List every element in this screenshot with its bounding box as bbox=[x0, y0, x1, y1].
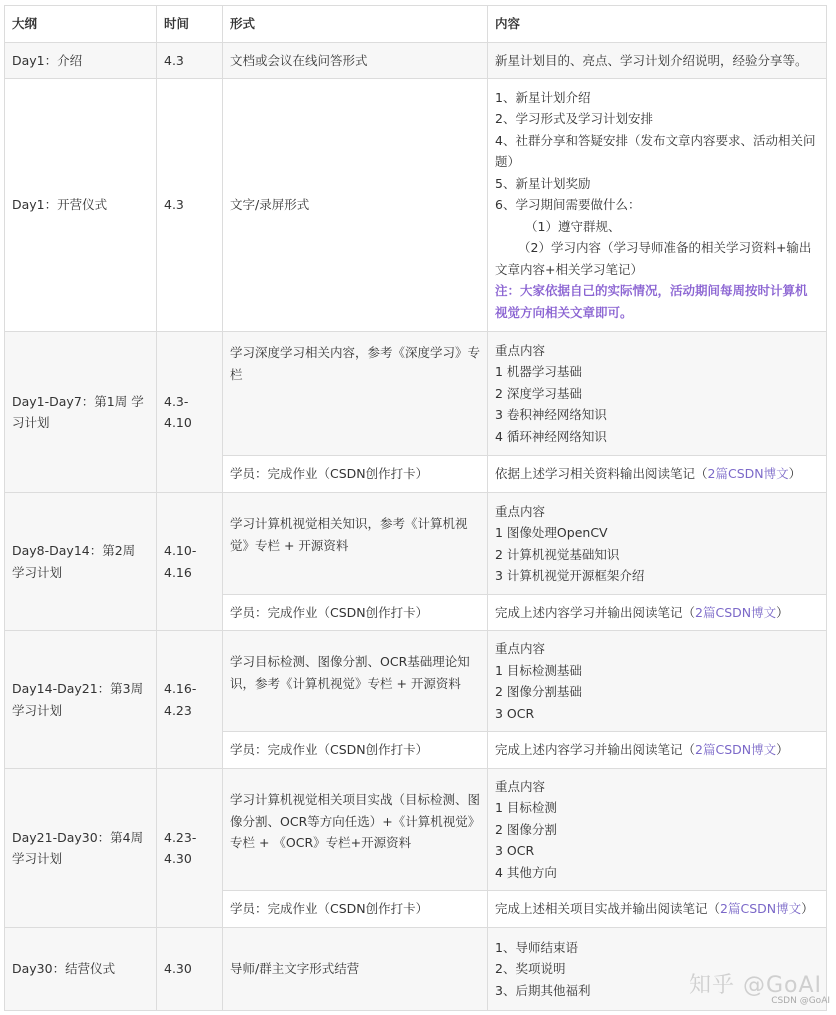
task-text-end: ） bbox=[788, 466, 802, 482]
list-item: 重点内容 bbox=[495, 342, 546, 358]
outline-cell: Day1-Day7：第1周 学习计划 bbox=[5, 332, 157, 493]
time-cell: 4.3-4.10 bbox=[157, 332, 223, 493]
form-cell: 学习目标检测、图像分割、OCR基础理论知识，参考《计算机视觉》专栏 + 开源资料 bbox=[223, 631, 488, 732]
table-row bbox=[5, 493, 827, 595]
list-item: 3 计算机视觉开源框架介绍 bbox=[495, 568, 645, 583]
list-item: 1、新星计划介绍 bbox=[495, 89, 591, 105]
list-item: 重点内容 bbox=[495, 641, 546, 656]
outline-cell: Day21-Day30：第4周 学习计划 bbox=[5, 769, 157, 928]
task-content-cell bbox=[488, 456, 827, 493]
task-cell: 学员：完成作业（CSDN创作打卡） bbox=[223, 732, 488, 769]
task-cell: 学员：完成作业（CSDN创作打卡） bbox=[223, 595, 488, 631]
csdn-link[interactable]: 2篇CSDN博文 bbox=[695, 604, 777, 620]
task-text: 完成上述内容学习并输出阅读笔记（ bbox=[495, 742, 696, 758]
list-item: 3、后期其他福利 bbox=[495, 982, 591, 998]
form-cell: 文档或会议在线问答形式 bbox=[223, 43, 488, 79]
content-cell: 新星计划目的、亮点、学习计划介绍说明，经验分享等。 bbox=[488, 43, 827, 79]
time-cell: 4.10-4.16 bbox=[157, 493, 223, 631]
list-item: 3 OCR bbox=[495, 843, 535, 859]
list-item: 3 OCR bbox=[495, 705, 535, 721]
task-text: 完成上述相关项目实战并输出阅读笔记（ bbox=[495, 901, 721, 917]
outline-cell: Day14-Day21：第3周 学习计划 bbox=[5, 631, 157, 769]
form-cell: 学习深度学习相关内容，参考《深度学习》专栏 bbox=[223, 332, 488, 456]
table-row bbox=[5, 769, 827, 891]
list-item: 1 图像处理OpenCV bbox=[495, 525, 608, 540]
task-content-cell bbox=[488, 595, 827, 631]
list-item: （2）学习内容（学习导师准备的相关学习资料+输出文章内容+相关学习笔记） bbox=[495, 240, 812, 277]
list-item: 1 目标检测基础 bbox=[495, 662, 582, 678]
table-row bbox=[5, 332, 827, 456]
outline-cell: Day30：结营仪式 bbox=[5, 928, 157, 1011]
task-content-cell bbox=[488, 891, 827, 928]
list-item: 6、学习期间需要做什么： bbox=[495, 197, 641, 213]
list-item: 4 其他方向 bbox=[495, 864, 557, 880]
task-content-cell bbox=[488, 732, 827, 769]
table-row bbox=[5, 631, 827, 732]
list-item: 2、学习形式及学习计划安排 bbox=[495, 111, 653, 127]
list-item: 1 机器学习基础 bbox=[495, 364, 582, 380]
task-text-end: ） bbox=[801, 901, 814, 917]
watermark-small: CSDN @GoAI bbox=[771, 996, 830, 1006]
table-header bbox=[5, 6, 827, 43]
content-cell bbox=[488, 79, 827, 332]
content-cell bbox=[488, 493, 827, 595]
time-cell: 4.16-4.23 bbox=[157, 631, 223, 769]
task-cell: 学员：完成作业（CSDN创作打卡） bbox=[223, 891, 488, 928]
time-cell: 4.3 bbox=[157, 79, 223, 332]
form-cell: 学习计算机视觉相关项目实战（目标检测、图像分割、OCR等方向任选）+《计算机视觉》专栏 + 《OCR》专栏+开源资料 bbox=[223, 769, 488, 891]
list-item: 2 图像分割基础 bbox=[495, 684, 582, 699]
form-cell: 导师/群主文字形式结营 bbox=[223, 928, 488, 1011]
csdn-link[interactable]: 2篇CSDN博文 bbox=[695, 742, 777, 758]
list-item: 4、社群分享和答疑安排（发布文章内容要求、活动相关问题） bbox=[495, 132, 816, 170]
header-time: 时间 bbox=[157, 6, 223, 43]
list-item: 4 循环神经网络知识 bbox=[495, 428, 607, 444]
task-text-end: ） bbox=[776, 742, 789, 758]
list-item: 重点内容 bbox=[495, 503, 546, 519]
list-item: 3 卷积神经网络知识 bbox=[495, 407, 607, 423]
task-text: 完成上述内容学习并输出阅读笔记（ bbox=[495, 604, 696, 620]
list-item: 5、新星计划奖励 bbox=[495, 175, 591, 191]
form-cell: 文字/录屏形式 bbox=[223, 79, 488, 332]
csdn-link[interactable]: 2篇CSDN博文 bbox=[707, 466, 789, 482]
list-item: 1 目标检测 bbox=[495, 800, 557, 816]
list-item: 2、奖项说明 bbox=[495, 961, 566, 977]
content-cell bbox=[488, 631, 827, 732]
study-plan-table bbox=[4, 5, 827, 1011]
content-cell bbox=[488, 769, 827, 891]
table-row bbox=[5, 79, 827, 332]
form-cell: 学习计算机视觉相关知识，参考《计算机视觉》专栏 + 开源资料 bbox=[223, 493, 488, 595]
csdn-link[interactable]: 2篇CSDN博文 bbox=[720, 901, 802, 917]
outline-cell: Day1：开营仪式 bbox=[5, 79, 157, 332]
table-row bbox=[5, 43, 827, 79]
content-cell bbox=[488, 332, 827, 456]
watermark: 知乎 @GoAI bbox=[688, 973, 822, 998]
list-item: 2 图像分割 bbox=[495, 821, 557, 837]
list-item: 1、导师结束语 bbox=[495, 939, 578, 955]
time-cell: 4.23-4.30 bbox=[157, 769, 223, 928]
time-cell: 4.3 bbox=[157, 43, 223, 79]
note-text: 注：大家依据自己的实际情况，活动期间每周按时计算机视觉方向相关文章即可。 bbox=[495, 283, 808, 320]
outline-cell: Day8-Day14：第2周 学习计划 bbox=[5, 493, 157, 631]
list-item: （1）遵守群规、 bbox=[525, 218, 621, 234]
time-cell: 4.30 bbox=[157, 928, 223, 1011]
list-item: 2 深度学习基础 bbox=[495, 385, 582, 401]
list-item: 重点内容 bbox=[495, 778, 546, 794]
task-text: 依据上述学习相关资料输出阅读笔记（ bbox=[495, 466, 708, 482]
header-outline: 大纲 bbox=[5, 6, 157, 43]
outline-cell: Day1：介绍 bbox=[5, 43, 157, 79]
list-item: 2 计算机视觉基础知识 bbox=[495, 546, 620, 562]
header-content: 内容 bbox=[488, 6, 827, 43]
task-text-end: ） bbox=[776, 604, 789, 620]
header-form: 形式 bbox=[223, 6, 488, 43]
task-cell: 学员：完成作业（CSDN创作打卡） bbox=[223, 456, 488, 493]
